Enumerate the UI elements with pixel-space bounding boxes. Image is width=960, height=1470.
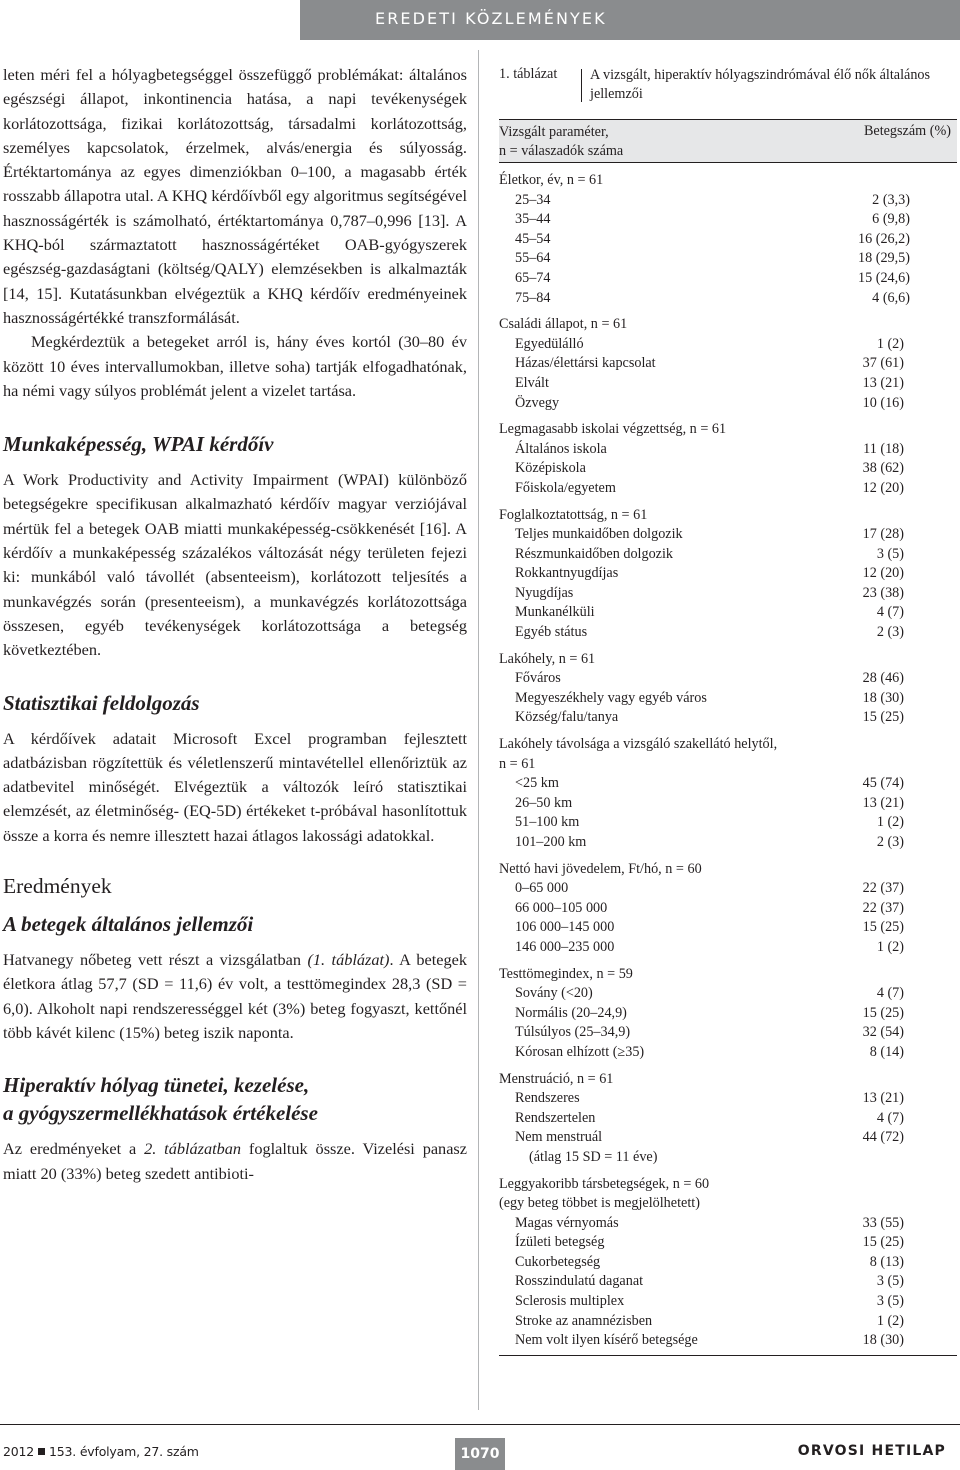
row-label: 75–84: [515, 289, 551, 306]
footer-issue-info: [3, 1444, 199, 1459]
table-row: [499, 1128, 957, 1148]
row-value: 3 (5): [876, 1293, 904, 1310]
row-label: Teljes munkaidőben dolgozik: [515, 526, 683, 543]
table-row: [499, 1292, 957, 1312]
table-header: [499, 119, 957, 163]
row-label: 26–50 km: [515, 794, 573, 811]
row-label: Nem menstruál: [515, 1129, 603, 1146]
row-value: 18 (30): [862, 689, 904, 706]
row-label: Nyugdíjas: [515, 584, 574, 601]
table-row: [499, 1089, 957, 1109]
row-value: 1 (2): [876, 814, 904, 831]
row-value: 3 (5): [876, 545, 904, 562]
row-value: 15 (25): [862, 919, 904, 936]
row-value: 44 (72): [862, 1129, 904, 1146]
heading-statistics: Statisztikai feldolgozás: [3, 690, 200, 715]
table-row: [499, 394, 957, 414]
table-1: [499, 66, 957, 1356]
row-value: 12 (20): [862, 479, 904, 496]
row-value: 10 (16): [862, 394, 904, 411]
table-row: [499, 479, 957, 499]
table-row: [499, 1023, 957, 1043]
row-value: 13 (21): [862, 374, 904, 391]
row-label: Rokkantnyugdíjas: [515, 565, 619, 582]
group-title: Életkor, év, n = 61: [499, 172, 604, 188]
row-label: Megyeszékhely vagy egyéb város: [515, 689, 707, 706]
heading-general-characteristics: A betegek általános jellemzői: [3, 912, 254, 937]
row-value: 15 (24,6): [857, 269, 910, 286]
paragraph-khq: leten méri fel a hólyagbetegséggel összefüggő problémákat: általános egészségi állapot, inkontinencia hatása, a napi tevékenységek korlátozottsága, fizikai korlátozottság, társadalmi korlátozottság, személyes kapcsolatok, érzelmek, alvás/energia és súlyosság. Értéktartománya az egyes dimenziókban 0–100, a magasabb érték rosszabb állapotra utal. A KHQ kérdőívből egy algoritmus segítségével hasznosságérték is számolható, értéktartománya 0,787–0,996 [13]. A KHQ-ból származtatott hasznosságértéket OAB-gyógyszerek egészség-gazdaságtani (költség/QALY) elemzésekben is alkalmazták [14, 15]. Kutatásunkban elvégeztük a KHQ kérdőív eredményeinek hasznosságértékké transzformálását.: [3, 65, 467, 327]
table-row: [499, 879, 957, 899]
row-label: <25 km: [515, 775, 559, 792]
row-value: 8 (14): [869, 1043, 904, 1060]
table-row: [499, 1043, 957, 1063]
table-row: [499, 1214, 957, 1234]
table-group: [499, 860, 957, 958]
row-label: Ízületi betegség: [515, 1234, 605, 1251]
row-value: 18 (29,5): [857, 250, 910, 267]
table-row: [499, 794, 957, 814]
table-row: [499, 669, 957, 689]
column-divider: [478, 50, 479, 1410]
row-value: 1 (2): [876, 1312, 904, 1329]
group-title: Legmagasabb iskolai végzettség, n = 61: [499, 421, 727, 438]
table-group: [499, 1070, 957, 1168]
table-row: [499, 269, 957, 289]
table-row: [499, 289, 957, 309]
row-value: 2 (3): [876, 624, 904, 641]
row-label: Munkanélküli: [515, 604, 595, 621]
row-value: 2 (3,3): [872, 191, 910, 208]
group-title: Foglalkoztatottság, n = 61: [499, 506, 648, 523]
row-value: 1 (2): [876, 938, 904, 955]
row-value: 6 (9,8): [872, 211, 910, 228]
row-value: 15 (25): [862, 1004, 904, 1021]
row-label: Cukorbetegség: [515, 1253, 601, 1270]
table-row: [499, 689, 957, 709]
row-label: Túlsúlyos (25–34,9): [515, 1024, 631, 1041]
row-label: 66 000–105 000: [515, 899, 608, 916]
row-value: 4 (6,6): [872, 289, 910, 306]
table-group: [499, 315, 957, 413]
row-label: 146 000–235 000: [515, 938, 615, 955]
row-value: 45 (74): [862, 775, 904, 792]
row-value: 28 (46): [862, 670, 904, 687]
row-label: Rosszindulatú daganat: [515, 1273, 644, 1290]
table-row: [499, 984, 957, 1004]
footer-rule: [0, 1424, 960, 1425]
group-title: n = 61: [499, 755, 536, 772]
row-label: Középiskola: [515, 460, 586, 477]
table-reference: (1. táblázat): [307, 950, 390, 970]
row-value: 4 (7): [876, 604, 904, 621]
table-row: [499, 230, 957, 250]
group-title: Családi állapot, n = 61: [499, 316, 628, 333]
row-label: Általános iskola: [515, 440, 607, 457]
table-row: [499, 899, 957, 919]
row-label: Község/falu/tanya: [515, 709, 619, 726]
row-label: Részmunkaidőben dolgozik: [515, 545, 674, 562]
header-count: Betegszám (%): [863, 123, 951, 139]
group-title: Leggyakoribb társbetegségek, n = 60: [499, 1175, 710, 1192]
row-value: 11 (18): [863, 440, 904, 457]
group-title: Nettó havi jövedelem, Ft/hó, n = 60: [499, 860, 702, 877]
table-row: [499, 1272, 957, 1292]
heading-results: Eredmények: [3, 874, 112, 899]
table-row: [499, 525, 957, 545]
table-row: [499, 1109, 957, 1129]
row-value: 4 (7): [876, 985, 904, 1002]
table-row: [499, 623, 957, 643]
table-row: [499, 584, 957, 604]
row-label: Normális (20–24,9): [515, 1004, 627, 1021]
table-row: [499, 1312, 957, 1332]
table-row: [499, 545, 957, 565]
row-value: 15 (25): [862, 709, 904, 726]
table-row: [499, 1331, 957, 1351]
table-row: [499, 459, 957, 479]
table-row: [499, 210, 957, 230]
row-label: 106 000–145 000: [515, 919, 615, 936]
table-group: [499, 171, 957, 308]
group-title: Lakóhely, n = 61: [499, 650, 596, 667]
row-value: 8 (13): [869, 1253, 904, 1270]
table-row: [499, 1148, 957, 1168]
paragraph-patients: Hatvanegy nőbeteg vett részt a vizsgálatban (1. táblázat). A betegek életkora átlag 57,7 (SD = 11,6) év volt, a testtömegindex 28,3 (SD = 6,0). Alkoholt napi rendszerességgel két (3%) beteg fogyaszt, kettőnél több kávét kilenc (15%) beteg iszik naponta.: [3, 950, 467, 1042]
row-label: Sclerosis multiplex: [515, 1293, 625, 1310]
row-value: 17 (28): [862, 526, 904, 543]
table-row: [499, 249, 957, 269]
row-value: 2 (3): [876, 834, 904, 850]
row-label: 35–44: [515, 211, 551, 228]
row-value: 15 (25): [862, 1234, 904, 1251]
table-row: [499, 603, 957, 623]
table-row: [499, 374, 957, 394]
row-value: 37 (61): [862, 355, 904, 372]
row-label: 55–64: [515, 250, 551, 267]
table-row: [499, 813, 957, 833]
row-label: 65–74: [515, 269, 551, 286]
row-value: 23 (38): [862, 584, 904, 601]
row-value: 33 (55): [862, 1214, 904, 1231]
group-title: Menstruáció, n = 61: [499, 1070, 614, 1087]
row-label: Rendszertelen: [515, 1109, 596, 1126]
group-title: (egy beteg többet is megjelölhetett): [499, 1195, 700, 1212]
row-label: Főváros: [515, 670, 561, 687]
row-label: Kórosan elhízott (≥35): [515, 1043, 645, 1060]
row-label: Magas vérnyomás: [515, 1214, 619, 1231]
row-value: 3 (5): [876, 1273, 904, 1290]
table-group: [499, 965, 957, 1063]
row-label: 0–65 000: [515, 880, 569, 897]
row-label: 45–54: [515, 230, 551, 247]
journal-name: ORVOSI HETILAP: [797, 1443, 946, 1459]
table-row: [499, 354, 957, 374]
row-value: 1 (2): [876, 335, 904, 352]
square-bullet-icon: [38, 1448, 45, 1455]
row-value: 13 (21): [862, 794, 904, 811]
group-title: Testtömegindex, n = 59: [499, 965, 633, 982]
paragraph-statistics: A kérdőívek adatait Microsoft Excel programban fejlesztett adatbázisban rögzítettük és véletlenszerű mintavétellel ellenőriztük az adatbevitel minőségét. Elvégeztük a változók leíró statisztikai elemzését, az életminőség- (EQ-5D) értékeket t-próbával hasonlítottuk össze a korra és nemre illesztett hazai átlagos lakossági adatokkal.: [3, 728, 467, 845]
section-header-band: [300, 0, 960, 40]
table-row: [499, 191, 957, 211]
row-label: Elvált: [515, 374, 549, 391]
table-row: [499, 774, 957, 794]
row-label: Nem volt ilyen kísérő betegsége: [515, 1332, 698, 1349]
table-caption: [499, 66, 957, 106]
table-group: [499, 1175, 957, 1351]
table-row: [499, 708, 957, 728]
row-label: Főiskola/egyetem: [515, 479, 616, 496]
row-value: 22 (37): [862, 880, 904, 897]
header-n: n = válaszadók száma: [499, 143, 624, 159]
row-value: 16 (26,2): [857, 230, 910, 247]
paragraph-wpai: A Work Productivity and Activity Impairment (WPAI) különböző betegségekre specifikusan alkalmazható kérdőív magyar verziójával mértük fel a betegek OAB miatti munkaképesség-csökkenését [16]. A kérdőív a munkaképesség százalékos változását négy területen fejezi ki: munkából való távollét (absenteeism), korlátozott teljesítés a munkavégzés során (presenteeism), a munkavégzés korlátozottsága összesen, egyéb tevékenységek korlátozottsága a betegség következtében.: [3, 470, 467, 660]
row-label: Rendszeres: [515, 1090, 580, 1107]
table-row: [499, 918, 957, 938]
row-label: (átlag 15 SD = 11 éve): [529, 1148, 658, 1165]
row-label: Házas/élettársi kapcsolat: [515, 355, 656, 372]
paragraph-age-question: Megkérdeztük a betegeket arról is, hány éves kortól (30–80 év között 10 éves intervallumokban, illetve soha) tartják elfogadhatónak, ha némi vagy súlyos problémát jelent a vizelet tartása.: [3, 332, 467, 400]
row-value: 12 (20): [862, 565, 904, 582]
table-caption-text: A vizsgált, hiperaktív hólyagszindrómával élő nők általános jellemzői: [590, 67, 931, 102]
footer-year: 2012: [3, 1444, 35, 1459]
heading-wpai: Munkaképesség, WPAI kérdőív: [3, 432, 274, 457]
table2-reference: 2. táblázatban: [144, 1139, 242, 1159]
row-value: 38 (62): [862, 460, 904, 477]
table-group: [499, 420, 957, 498]
table-row: [499, 1233, 957, 1253]
section-title: EREDETI KÖZLEMÉNYEK: [375, 9, 607, 28]
header-parameter: Vizsgált paraméter,: [499, 124, 609, 140]
row-label: 101–200 km: [515, 834, 587, 850]
heading-symptoms: Hiperaktív hólyag tünetei, kezelése, a gyógyszermellékhatások értékelése: [3, 1073, 318, 1126]
row-label: 25–34: [515, 191, 551, 208]
left-column: [3, 63, 467, 1186]
footer-issue: 153. évfolyam, 27. szám: [49, 1444, 199, 1459]
table-group: [499, 650, 957, 728]
table-number: 1. táblázat: [499, 66, 558, 82]
row-label: Özvegy: [515, 394, 560, 411]
table-group: [499, 735, 957, 853]
table-row: [499, 938, 957, 958]
table-row: [499, 1253, 957, 1273]
table-group: [499, 506, 957, 643]
row-value: 32 (54): [862, 1024, 904, 1041]
table-row: [499, 1004, 957, 1024]
row-label: 51–100 km: [515, 814, 580, 831]
table-row: [499, 564, 957, 584]
row-value: 18 (30): [862, 1332, 904, 1349]
group-title: Lakóhely távolsága a vizsgáló szakellátó helytől,: [499, 736, 778, 753]
row-label: Sovány (<20): [515, 985, 593, 1002]
page-number: 1070: [455, 1438, 505, 1470]
row-value: 13 (21): [862, 1090, 904, 1107]
table-row: [499, 335, 957, 355]
row-label: Egyéb státus: [515, 624, 588, 641]
table-row: [499, 440, 957, 460]
row-value: 22 (37): [862, 899, 904, 916]
paragraph-results-summary: Az eredményeket a 2. táblázatban foglaltuk össze. Vizelési panasz miatt 20 (33%) beteg szedett antibioti-: [3, 1139, 467, 1183]
row-label: Stroke az anamnézisben: [515, 1312, 653, 1329]
row-value: 4 (7): [876, 1109, 904, 1126]
table-row: [499, 833, 957, 853]
row-label: Egyedülálló: [515, 335, 584, 352]
table-body: [499, 171, 957, 1351]
